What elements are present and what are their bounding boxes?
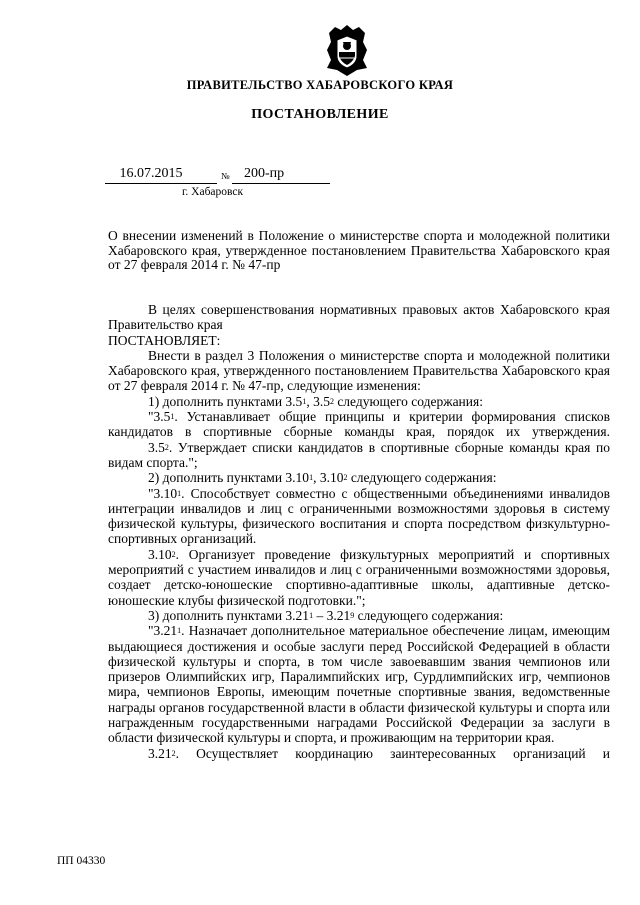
number-sign: № (221, 171, 230, 181)
document-type: ПОСТАНОВЛЕНИЕ (251, 107, 389, 122)
document-subject: О внесении изменений в Положение о министерстве спорта и молодежной политики Хабаровского края, утвержденное постановлением Правительства Хабаровского края от 27 февраля 2014 г. № 47-пр (108, 228, 610, 272)
paragraph: "3.10$^1$. Способствует совместно с общественными объединениями инвалидов интеграции инвалидов и лиц с ограниченными возможностями здоровья в систему физической культуры, физического воспитания и спорта посредством физкультурно-спортивных организаций. (108, 485, 610, 547)
date-underline (105, 183, 217, 184)
paragraph: "$3.5^1$. Устанавливает общие принципы и критерии формирования списков кандидатов в спортивные сборные команды края, порядок их утверждения. (108, 409, 610, 440)
coat-of-arms-emblem (323, 22, 371, 78)
number-underline (232, 183, 330, 184)
document-date: 16.07.2015 (119, 166, 183, 181)
paragraph: $3.5^2$. Утверждает списки кандидатов в спортивные сборные команды края по видам спорта."; (108, 439, 610, 470)
document-code: ПП 04330 (57, 855, 106, 867)
paragraph: 3.10$^2$. Организует проведение физкультурных мероприятий и спортивных мероприятий с участием инвалидов и лиц с ограниченными возможностями здоровья, создает детско-юношеские спортивно-адаптивные школы, адаптивные детско-юношеские клубы физической подготовки."; (108, 546, 610, 608)
paragraph: "3.21$^1$. Назначает дополнительное материальное обеспечение лицам, имеющим выдающиеся достижения и особые заслуги перед Российской Федерацией в области физической культуры и спорта, в том числе завоевавшим звания чемпионов или призеров Олимпийских игр, Паралимпийских игр, Сурдлимпийских игр, чемпионов мира, чемпионов Европы, имеющим почетные спортивные звания, ведомственные награды органов государственной власти в области физической культуры и спорта или награжденным государственными наградами Российской Федерации за заслуги в области физической культуры и спорта, и проживающим на территории края. (108, 623, 610, 746)
preamble: В целях совершенствования нормативных правовых актов Хабаровского края Правительство края (108, 302, 610, 333)
paragraph: 3) дополнить пунктами 3.21$^1$ – 3.21$^9$ следующего содержания: (148, 607, 504, 623)
paragraph: 3.21$^2$. Осуществляет координацию заинтересованных организаций и (148, 745, 610, 761)
document-body (108, 302, 610, 761)
resolves-heading: ПОСТАНОВЛЯЕТ: (108, 332, 221, 348)
document-number: 200-пр (244, 166, 285, 181)
paragraph: Внести в раздел 3 Положения о министерстве спорта и молодежной политики Хабаровского края, утвержденного постановлением Правительства Хабаровского края от 27 февраля 2014 г. № 47-пр, следующие изменения: (108, 347, 610, 394)
city: г. Хабаровск (182, 186, 244, 198)
paragraph: 2) дополнить пунктами 3.10$^1$, 3.10$^2$ следующего содержания: (148, 470, 497, 486)
paragraph: 1) дополнить пунктами $3.5^1$, $3.5^2$ следующего содержания: (148, 393, 483, 409)
government-title: ПРАВИТЕЛЬСТВО ХАБАРОВСКОГО КРАЯ (186, 78, 454, 92)
